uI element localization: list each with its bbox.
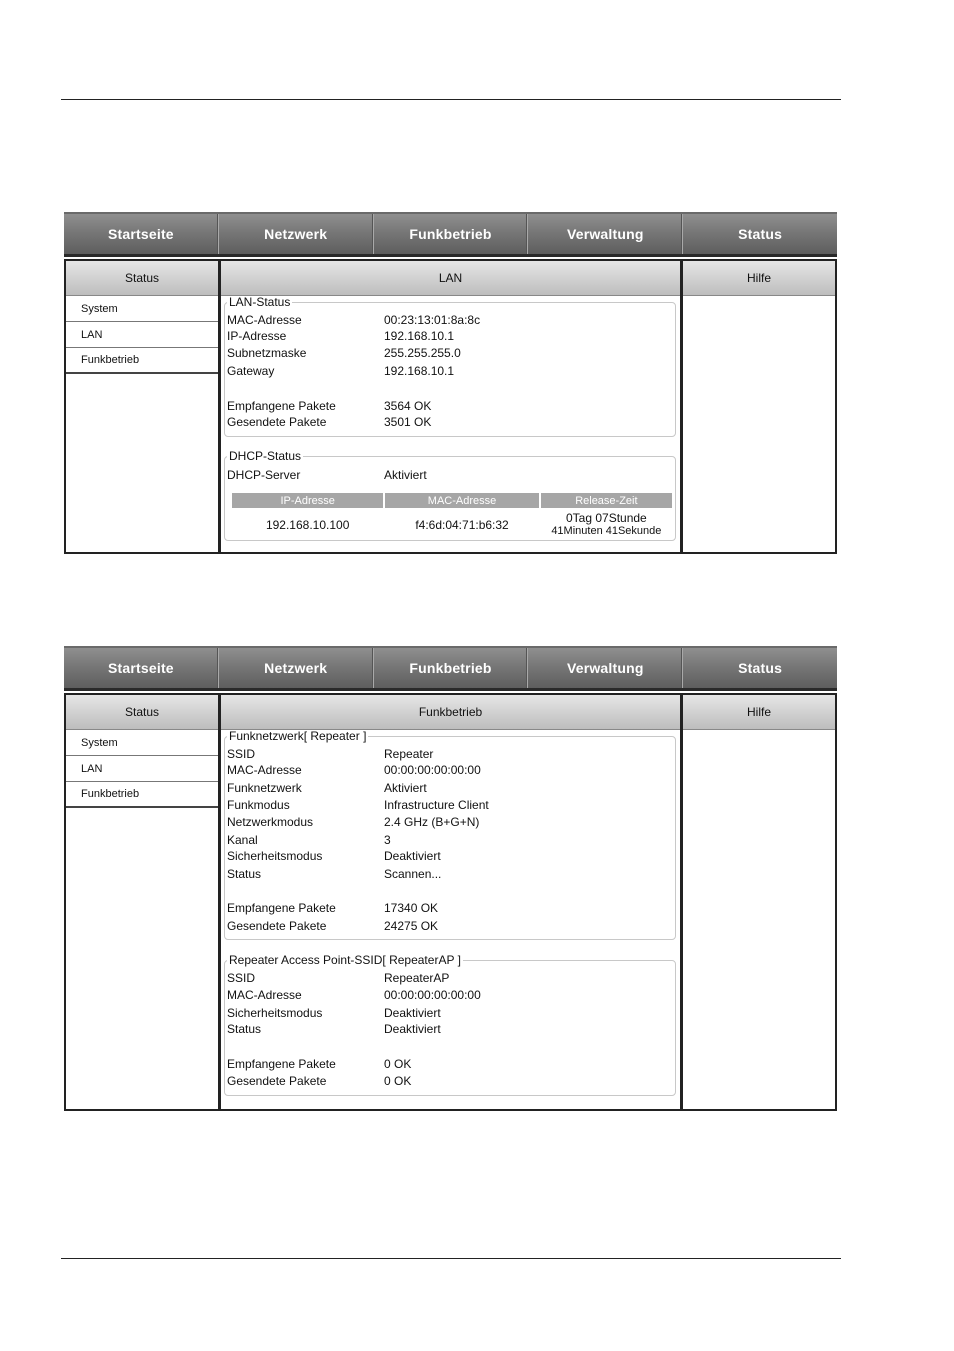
content-panel: LAN LAN-Status MAC-Adresse 00:23:13:01:8a:8c IP-Adresse 192.168.10.1 Subnetzmaske 255.255.255.0 Gateway 192.168.10.1 Empfangene Pakete 3564 OK Gesendete Pakete 3501 OK DHCP-Status IP-Adresse MAC-Adresse Release-Zeit 192.168.10.100 f4:6d:04:71:b6:32 0Tag 07Stunde 41Minuten 41Sekunde DHCP-Server Aktiviert xyxy=(219,259,682,554)
dhcp-col-mac: MAC-Adresse xyxy=(385,493,538,508)
lan-status-screen xyxy=(64,212,837,554)
dhcp-client-mac: f4:6d:04:71:b6:32 xyxy=(415,518,509,532)
sidebar xyxy=(64,259,220,554)
nav-netzwerk[interactable]: Netzwerk xyxy=(219,214,374,254)
dhcp-col-ip: IP-Adresse xyxy=(232,493,383,508)
help-panel xyxy=(681,693,837,1111)
dhcp-client-table xyxy=(230,493,674,542)
nav-netzwerk[interactable]: Netzwerk xyxy=(219,648,374,688)
main-nav xyxy=(64,212,837,257)
bottom-rule xyxy=(61,1258,841,1259)
nav-startseite[interactable]: Startseite xyxy=(64,214,219,254)
content-panel: Funkbetrieb Funknetzwerk[ Repeater ] SSID Repeater MAC-Adresse 00:00:00:00:00:00 Funknetzwerk Aktiviert Funkmodus Infrastructure Client Netzwerkmodus 2.4 GHz (B+G+N) Kanal 3 Sicherheitsmodus Deaktiviert Status Scannen... Empfangene Pakete 17340 OK Gesendete Pakete 24275 OK Repeater Access Point-SSID[ RepeaterAP ] SSID RepeaterAP MAC-Adresse 00:00:00:00:00:00 Sicherheitsmodus Deaktiviert Status Deaktiviert Empfangene Pakete 0 OK Gesendete Pakete 0 OK xyxy=(219,693,682,1111)
sidebar-item-system[interactable]: System xyxy=(66,296,218,322)
nav-verwaltung[interactable]: Verwaltung xyxy=(528,648,683,688)
dhcp-status-legend: DHCP-Status xyxy=(229,449,302,463)
wireless-status-screen xyxy=(64,646,837,1111)
nav-status[interactable]: Status xyxy=(738,660,783,676)
sidebar xyxy=(64,693,220,1111)
content-title: LAN xyxy=(221,261,680,296)
wireless-network-legend: Funknetzwerk[ Repeater ] xyxy=(229,729,367,743)
dhcp-status-box xyxy=(224,450,676,541)
help-header: Hilfe xyxy=(683,261,835,296)
help-panel xyxy=(681,259,837,554)
sidebar-item-lan[interactable]: LAN xyxy=(66,322,218,348)
nav-verwaltung[interactable]: Verwaltung xyxy=(528,214,683,254)
repeater-ap-legend: Repeater Access Point-SSID[ RepeaterAP ] xyxy=(229,953,461,967)
nav-startseite[interactable]: Startseite xyxy=(64,648,219,688)
sidebar-item-funkbetrieb[interactable]: Funkbetrieb xyxy=(66,782,218,808)
dhcp-col-release: Release-Zeit xyxy=(541,493,672,508)
nav-funkbetrieb[interactable]: Funkbetrieb xyxy=(374,214,529,254)
top-rule xyxy=(61,99,841,100)
release-time-days: 0Tag 07Stunde xyxy=(565,511,647,525)
help-header: Hilfe xyxy=(683,695,835,730)
sidebar-item-lan[interactable]: LAN xyxy=(66,756,218,782)
content-title: Funkbetrieb xyxy=(221,695,680,730)
dhcp-client-ip: 192.168.10.100 xyxy=(265,518,350,532)
sidebar-item-funkbetrieb[interactable]: Funkbetrieb xyxy=(66,348,218,374)
sidebar-header: Status xyxy=(66,261,218,296)
table-row xyxy=(232,508,672,542)
lan-status-legend: LAN-Status xyxy=(229,295,291,309)
main-nav xyxy=(64,646,837,691)
nav-status[interactable]: Status xyxy=(738,226,783,242)
nav-funkbetrieb[interactable]: Funkbetrieb xyxy=(374,648,529,688)
sidebar-item-system[interactable]: System xyxy=(66,730,218,756)
release-time-minutes: 41Minuten 41Sekunde xyxy=(551,525,662,537)
dhcp-client-release xyxy=(541,508,672,542)
sidebar-header: Status xyxy=(66,695,218,730)
